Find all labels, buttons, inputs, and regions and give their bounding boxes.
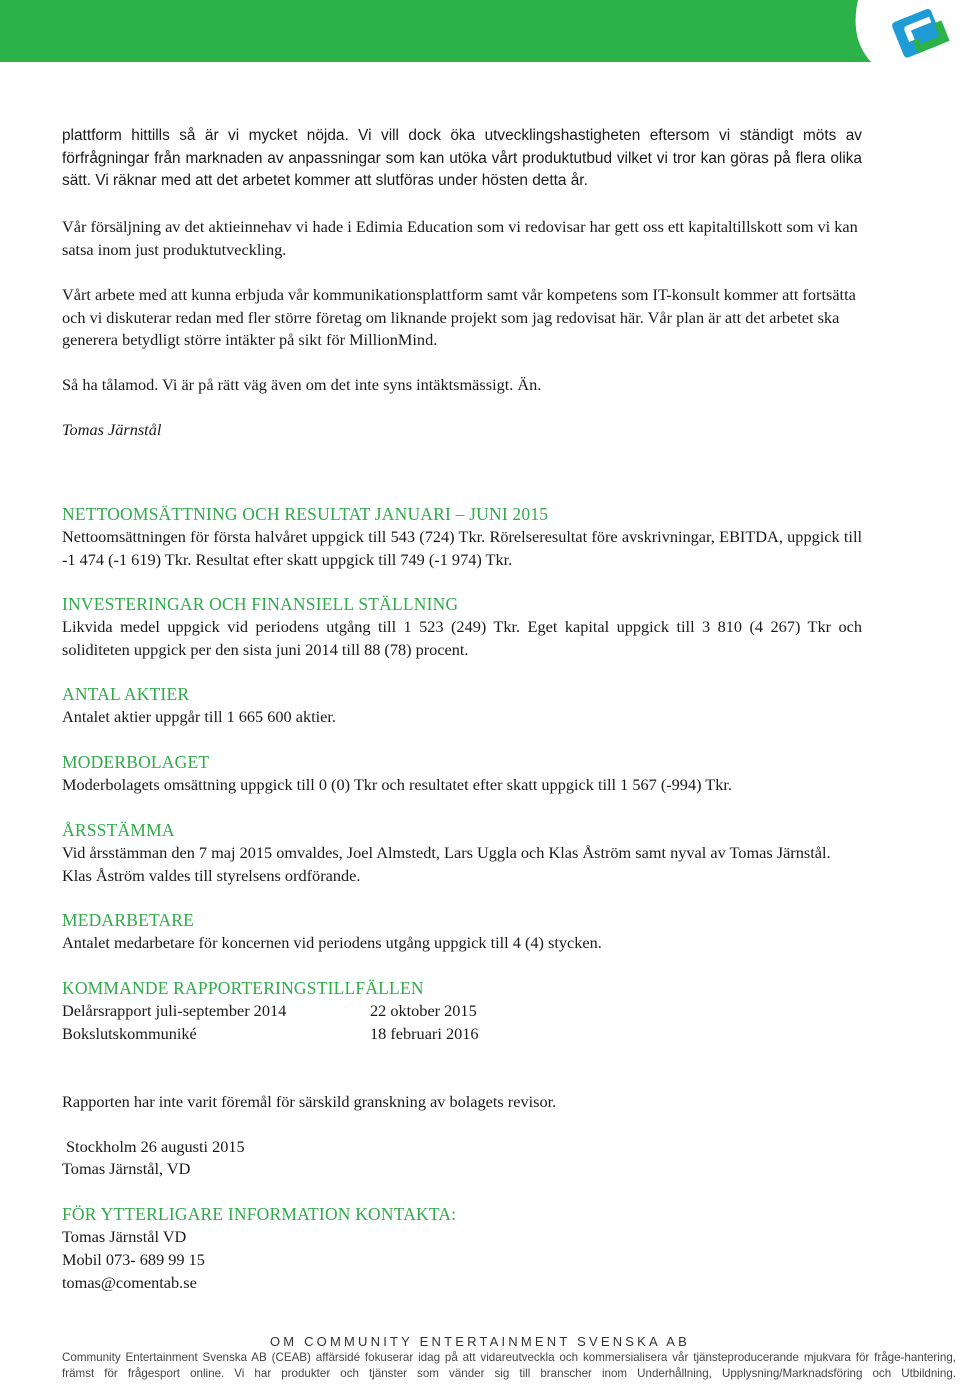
intro-signature: Tomas Järnstål [62, 420, 162, 439]
heading-medarbetare: MEDARBETARE [62, 910, 195, 930]
contact-email[interactable]: tomas@comentab.se [62, 1273, 197, 1292]
body-medarbetare: Antalet medarbetare för koncernen vid periodens utgång uppgick till 4 (4) stycken. [62, 933, 602, 952]
footer-text: Community Entertainment Svenska AB (CEAB) affärsidé fokuserar idag på att vidareutveckla och kommersialisera vår tjänsteproducerande mjukvara för fråge-hantering, främst för frågesport online. Vi har produkter och tjänster som vänder sig till branscher inom Underhållning, Upplysning/Marknadsföring och Utbildning. [62, 1351, 956, 1380]
intro-paragraph-2: Vår försäljning av det aktieinnehav vi hade i Edimia Education som vi redovisar har gett oss ett kapitaltillskott som vi kan satsa inom just produktutveckling. [62, 217, 858, 259]
place-date: Stockholm 26 augusti 2015 [66, 1137, 245, 1156]
intro-paragraph-4: Så ha tålamod. Vi är på rätt väg även om det inte syns intäktsmässigt. Än. [62, 375, 542, 394]
contact-phone: Mobil 073- 689 99 15 [62, 1250, 205, 1269]
report-name: Bokslutskommuniké [62, 1023, 197, 1043]
body-nettoomsattning: Nettoomsättningen för första halvåret uppgick till 543 (724) Tkr. Rörelseresultat före avskrivningar, EBITDA, uppgick till -1 474 (-1 619) Tkr. Resultat efter skatt uppgick till 749 (-1 974) Tkr. [62, 527, 862, 569]
heading-arsstamma: ÅRSSTÄMMA [62, 820, 175, 840]
heading-antal-aktier: ANTAL AKTIER [62, 684, 190, 704]
intro-paragraph-1 [62, 125, 862, 193]
intro-paragraph-3: Vårt arbete med att kunna erbjuda vår kommunikationsplattform samt vår kompetens som IT-konsult kommer att fortsätta och vi diskuterar redan med fler större företag om liknande projekt som jag redovisat här. Vår plan är att det arbetet ska generera betydligt större intäkter på sikt för MillionMind. [62, 285, 856, 349]
heading-nettoomsattning: NETTOOMSÄTTNING OCH RESULTAT JANUARI – JUNI 2015 [62, 504, 549, 524]
revisor-note: Rapporten har inte varit föremål för särskild granskning av bolagets revisor. [62, 1092, 557, 1111]
body-arsstamma: Vid årsstämman den 7 maj 2015 omvaldes, Joel Almstedt, Lars Uggla och Klas Åström samt nyval av Tomas Järnstål. Klas Åström valdes till styrelsens ordförande. [62, 843, 831, 885]
intro-p1-sans-text: plattform hittills så är vi mycket nöjda. Vi vill dock öka utvecklingshastigheten eftersom vi ständigt möts av förfrågningar från marknaden av anpassningar som kan utöka vårt produktutbud vilket vi tror kan göras på flera olika sätt. [62, 127, 862, 189]
intro-p1-serif-text: Vi räknar med att det arbetet kommer att slutföras under hösten detta år. [95, 172, 588, 189]
report-name: Delårsrapport juli-september 2014 [62, 1001, 287, 1020]
heading-rapporteringstillfallen: KOMMANDE RAPPORTERINGSTILLFÄLLEN [62, 978, 424, 998]
heading-investeringar: INVESTERINGAR OCH FINANSIELL STÄLLNING [62, 594, 459, 614]
header-bar [0, 0, 960, 62]
heading-moderbolaget: MODERBOLAGET [62, 752, 210, 772]
signer: Tomas Järnstål, VD [62, 1159, 191, 1178]
body-investeringar: Likvida medel uppgick vid periodens utgång till 1 523 (249) Tkr. Eget kapital uppgick till 3 810 (4 267) Tkr och soliditeten uppgick per den sista juni 2014 till 88 (78) procent. [62, 617, 862, 659]
body-moderbolaget: Moderbolagets omsättning uppgick till 0 (0) Tkr och resultatet efter skatt uppgick till 1 567 (-994) Tkr. [62, 775, 732, 794]
body-antal-aktier: Antalet aktier uppgår till 1 665 600 aktier. [62, 707, 336, 726]
report-dates-table [62, 1000, 862, 1045]
report-row [62, 1023, 862, 1046]
report-date: 18 februari 2016 [370, 1023, 479, 1043]
report-date: 22 oktober 2015 [370, 1001, 477, 1020]
contact-name: Tomas Järnstål VD [62, 1227, 187, 1246]
footer-title: OM COMMUNITY ENTERTAINMENT SVENSKA AB [269, 1334, 691, 1349]
heading-kontakt: FÖR YTTERLIGARE INFORMATION KONTAKTA: [62, 1204, 457, 1224]
ceab-logo-icon [846, 0, 960, 74]
report-row [62, 1000, 862, 1023]
